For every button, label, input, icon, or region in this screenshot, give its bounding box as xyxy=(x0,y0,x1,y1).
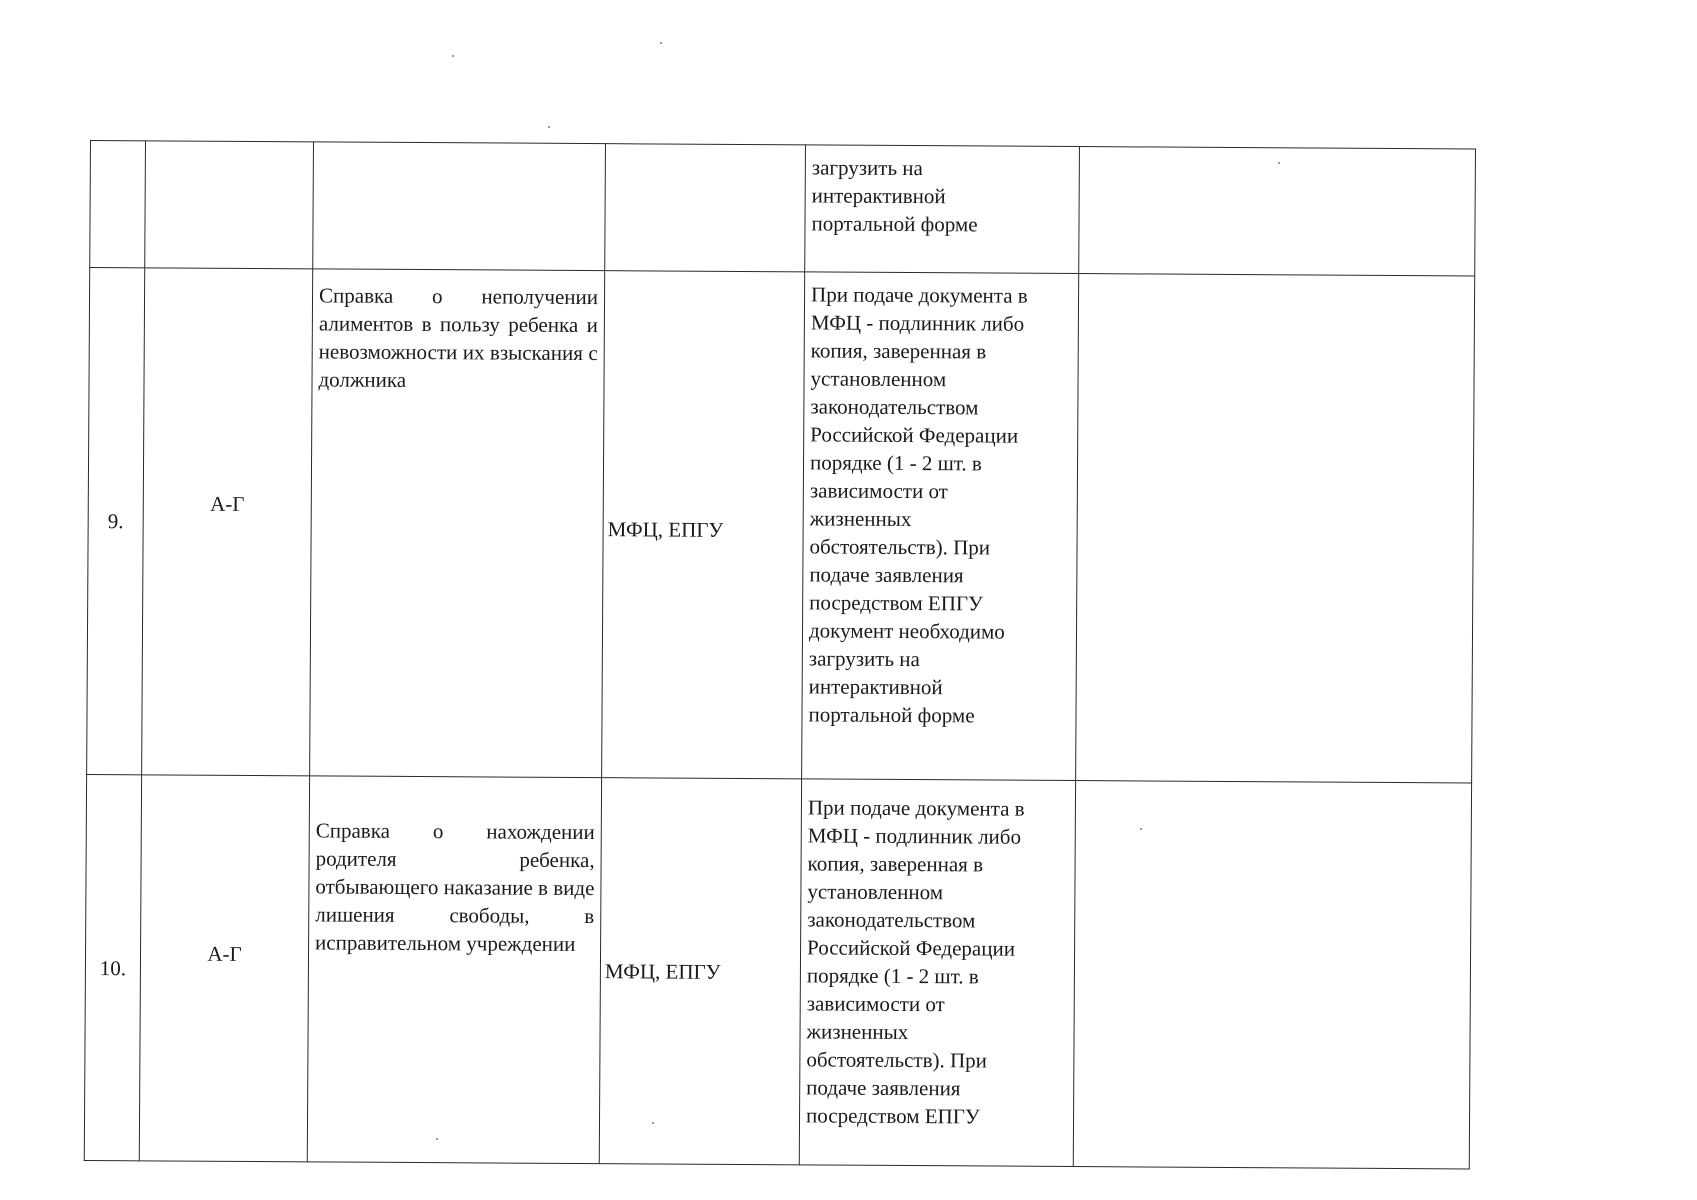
row-channel: МФЦ, ЕПГУ xyxy=(607,517,724,542)
row-number-cell xyxy=(87,268,145,775)
table-row xyxy=(87,268,1475,783)
row-channel: МФЦ, ЕПГУ xyxy=(604,958,721,984)
scan-speck xyxy=(452,55,454,57)
row-channel-cell xyxy=(605,144,806,272)
table-row-continuation xyxy=(90,141,1476,276)
row-category-cell xyxy=(145,141,314,269)
row-channel-cell xyxy=(602,271,805,779)
row-category-cell xyxy=(139,775,309,1162)
row-document-name: Справка о неполучении алиментов в пользу ребенка и невозможности их взыскания с должника xyxy=(318,283,599,392)
row-document-name-cell xyxy=(310,269,605,778)
scan-speck xyxy=(660,42,662,44)
row-note-text: загрузить на интерактивной портальной форме xyxy=(811,155,978,237)
row-note-text: При подаче документа в МФЦ - подлинник либо копия, заверенная в установленном законодательством Российской Федерации порядке (1 - 2 шт. в зависимости от жизненных обстоятельств). При подаче заявления посредством ЕПГУ xyxy=(805,795,1025,1129)
row-number: 10. xyxy=(99,955,127,980)
row-note-cell xyxy=(805,145,1080,274)
documents-table xyxy=(84,140,1476,1169)
table-row xyxy=(84,774,1471,1168)
row-extra-cell xyxy=(1076,274,1475,783)
row-number-cell xyxy=(90,141,146,268)
row-extra-cell xyxy=(1079,147,1476,276)
scan-speck xyxy=(548,126,550,128)
row-category: А-Г xyxy=(207,941,242,966)
row-document-name: Справка о нахождении родителя ребенка, отбывающего наказание в виде лишения свободы, в исправительном учреждении xyxy=(315,818,595,956)
row-note-text: При подаче документа в МФЦ - подлинник либо копия, заверенная в установленном законодательством Российской Федерации порядке (1 - 2 шт. в зависимости от жизненных обстоятельств). При подаче заявления посредством ЕПГУ документ необходимо загрузить на интерактивной портальной форме xyxy=(808,282,1028,728)
row-channel-cell xyxy=(599,778,801,1165)
row-category: А-Г xyxy=(210,491,245,516)
row-note-cell xyxy=(802,272,1079,781)
row-note-cell xyxy=(799,779,1075,1167)
row-extra-cell xyxy=(1073,781,1471,1169)
row-document-name-cell xyxy=(307,776,601,1164)
row-number: 9. xyxy=(107,509,124,534)
row-number-cell xyxy=(84,774,141,1160)
row-category-cell xyxy=(142,268,313,776)
row-document-name-cell xyxy=(313,142,606,271)
